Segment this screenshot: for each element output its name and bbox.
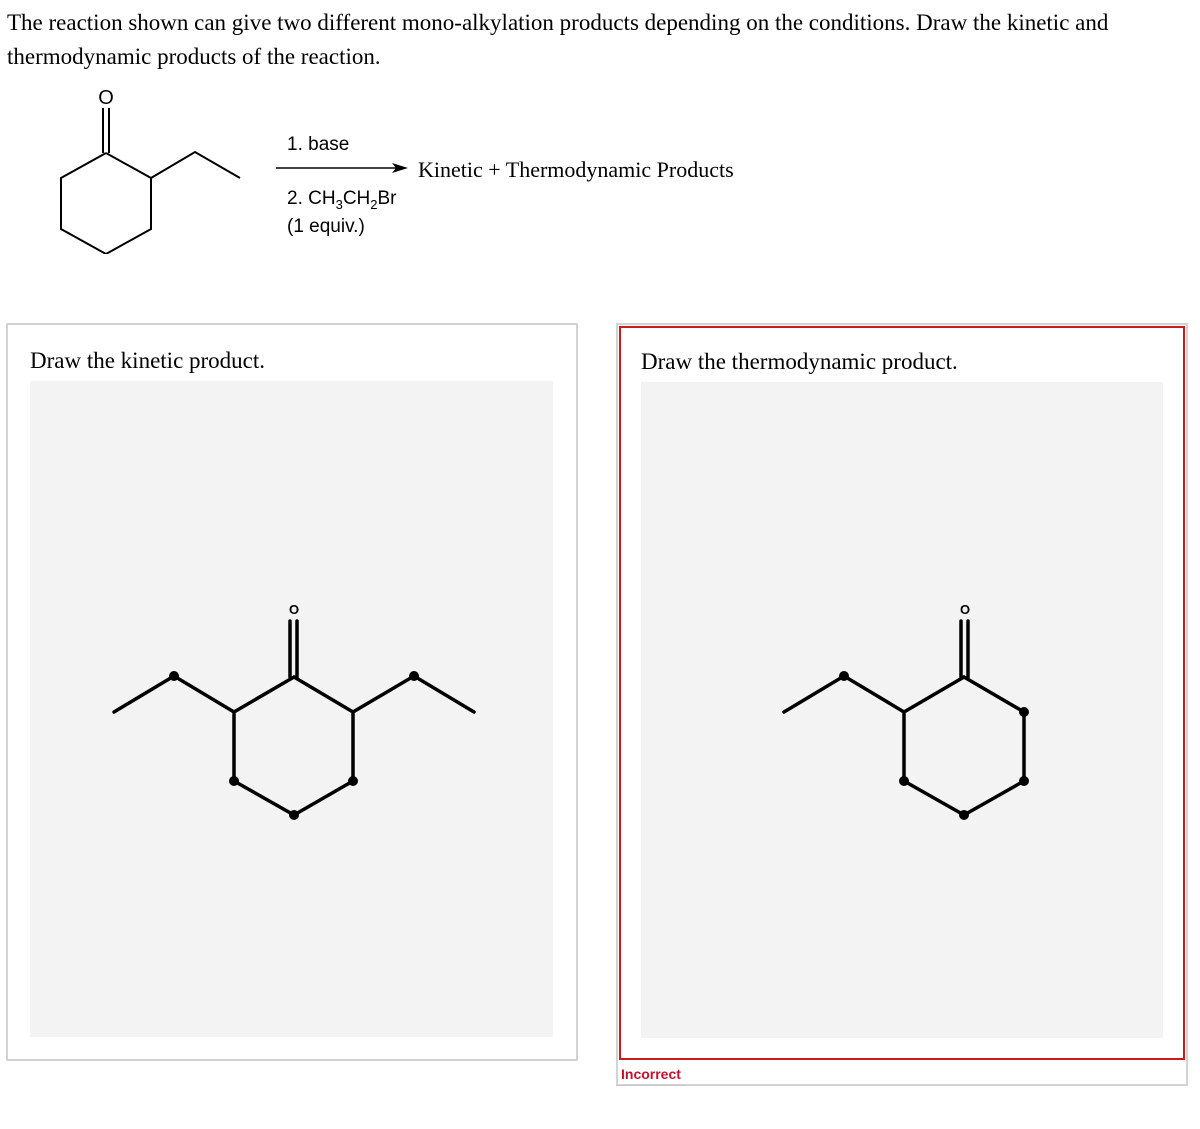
products-label: Kinetic + Thermodynamic Products (418, 157, 734, 182)
reagent-equiv-note: (1 equiv.) (287, 216, 365, 237)
kinetic-prompt: Draw the kinetic product. (30, 348, 266, 373)
thermo-drawing-canvas[interactable] (641, 382, 1163, 1038)
kinetic-drawing-canvas[interactable] (30, 381, 553, 1037)
reaction-scheme (0, 84, 800, 254)
incorrect-status-badge: Incorrect (621, 1066, 681, 1082)
reactant-oxygen-label: O (98, 87, 114, 109)
kinetic-oxygen-label: O (288, 602, 300, 617)
kinetic-drawn-structure (30, 381, 553, 1037)
thermo-prompt: Draw the thermodynamic product. (641, 349, 958, 374)
question-text: The reaction shown can give two different mono-alkylation products depending on the conditions. Draw the kinetic and thermodynamic products of the reaction. (7, 10, 1109, 69)
reagent-step-2: 2. $CH_3CH_2Br$ (287, 188, 397, 212)
reagent-step-1: 1. base (287, 134, 350, 155)
thermo-drawn-structure (641, 382, 1163, 1038)
status-divider (616, 1085, 686, 1086)
thermo-oxygen-label: O (959, 602, 971, 617)
reactant-structure (61, 108, 240, 254)
